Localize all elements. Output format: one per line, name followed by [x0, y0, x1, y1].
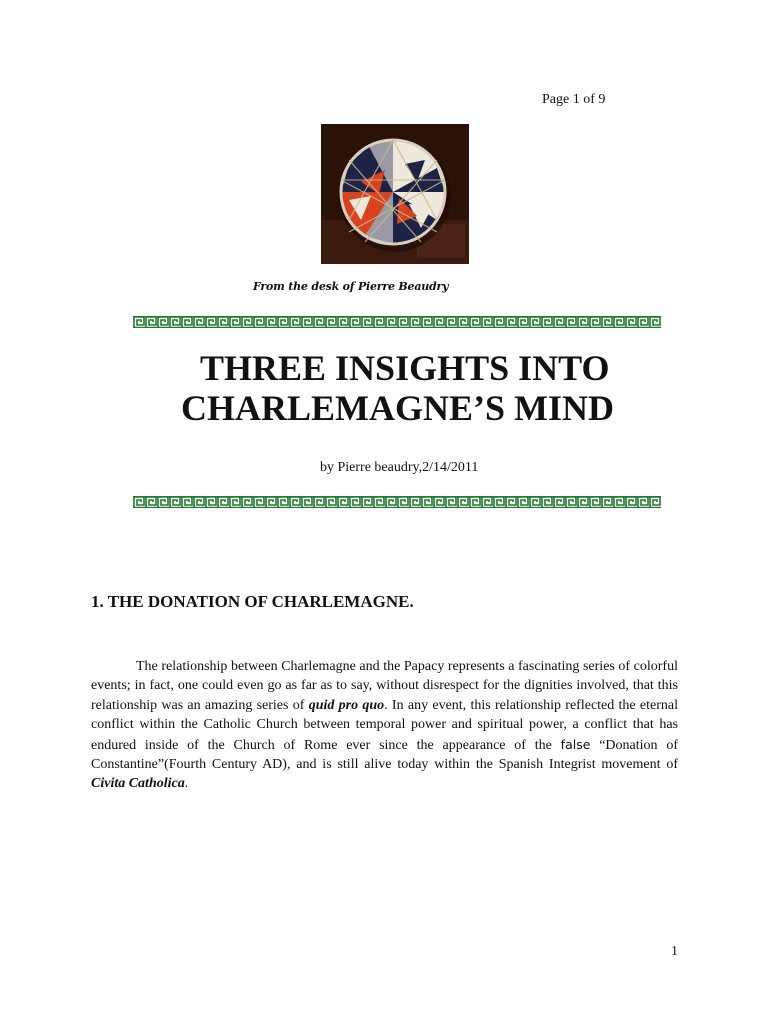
- star-polygon-disc-icon: [321, 124, 469, 264]
- byline: by Pierre beaudry,2/14/2011: [320, 460, 479, 475]
- desk-note: From the desk of Pierre Beaudry: [253, 280, 449, 293]
- paragraph-text-3: “Donation of Constantine”(Fourth Century AD), and is still alive today within the Spanish Integrist movement of: [91, 737, 678, 773]
- page-indicator: Page 1 of 9: [542, 92, 606, 107]
- word-false: false: [560, 736, 591, 752]
- paragraph-text-4: .: [184, 776, 189, 792]
- document-title: [0, 348, 768, 428]
- title-line-1: THREE INSIGHTS INTO: [200, 348, 610, 388]
- emphasis-quid-pro-quo: quid pro quo: [308, 697, 385, 713]
- paragraph-text-2: . In any event, this relationship reflected the eternal conflict within the Catholic Church between temporal power and spiritual power, a conflict that has endured inside of the Church of Rome ever since the appearance of the: [91, 697, 678, 753]
- section-heading: 1. THE DONATION OF CHARLEMAGNE.: [91, 592, 414, 611]
- greek-key-border-top: [133, 316, 661, 328]
- paragraph-text-1: The relationship between Charlemagne and the Papacy represents a fascinating series of colorful events; in fact, one could even go as far as to say, without disrespect for the dignities involved, that this relationship was an amazing series of: [91, 659, 678, 713]
- title-line-2: CHARLEMAGNE’S MIND: [181, 388, 615, 428]
- emphasis-civita-catholica: Civita Catholica: [91, 776, 185, 792]
- page-number: 1: [671, 944, 678, 959]
- body-paragraph: [91, 657, 678, 794]
- greek-key-border-bottom: [133, 496, 661, 508]
